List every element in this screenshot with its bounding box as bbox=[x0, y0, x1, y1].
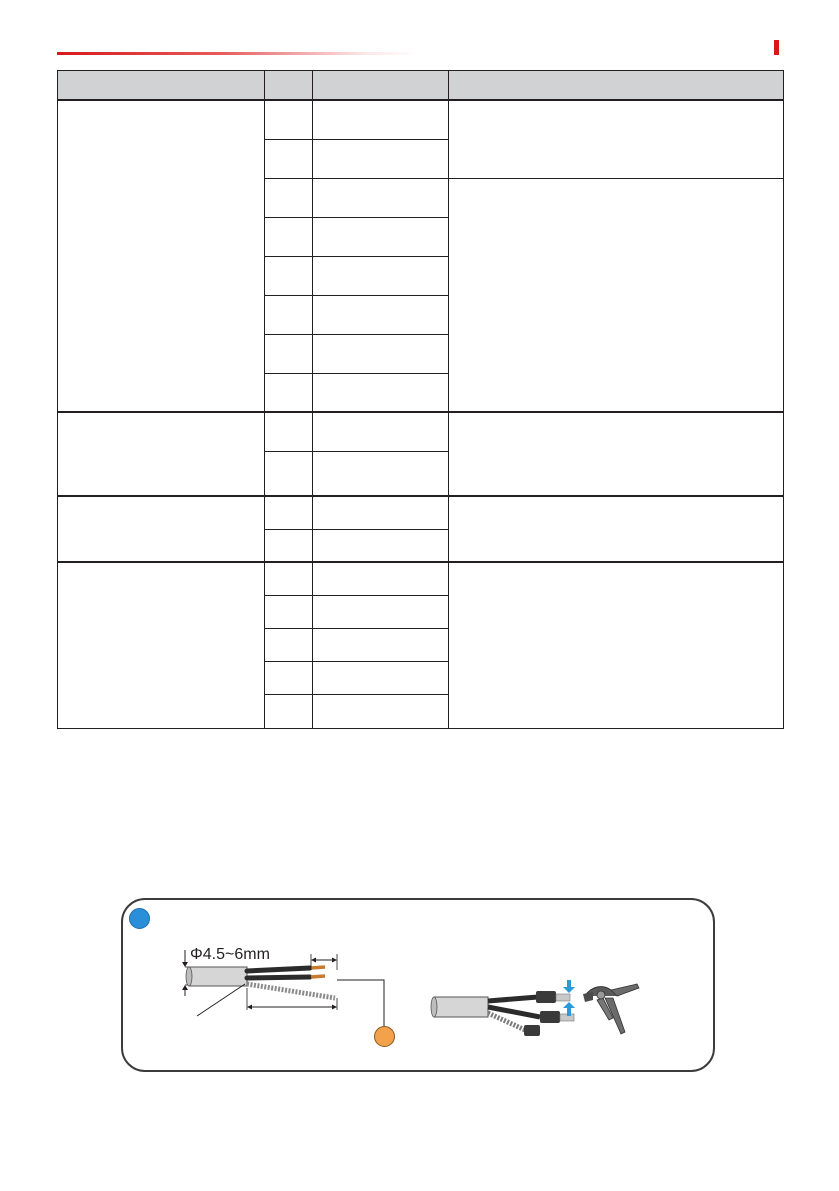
table-row bbox=[58, 100, 784, 139]
pin-cell bbox=[265, 139, 313, 178]
pin-cell bbox=[265, 334, 313, 373]
pin-cell bbox=[265, 217, 313, 256]
description-cell bbox=[449, 100, 784, 178]
signal-cell bbox=[313, 334, 449, 373]
cable-stripping-diagram-icon bbox=[175, 940, 375, 1030]
signal-cell bbox=[313, 595, 449, 628]
group-label-cell bbox=[58, 562, 265, 728]
header-cell bbox=[449, 71, 784, 101]
pin-cell bbox=[265, 100, 313, 139]
header-cell bbox=[58, 71, 265, 101]
pin-cell bbox=[265, 256, 313, 295]
pin-cell bbox=[265, 496, 313, 529]
signal-cell bbox=[313, 100, 449, 139]
spec-table bbox=[57, 70, 784, 729]
description-cell bbox=[449, 412, 784, 496]
group-label-cell bbox=[58, 100, 265, 412]
signal-cell bbox=[313, 628, 449, 661]
signal-cell bbox=[313, 562, 449, 595]
pin-cell bbox=[265, 178, 313, 217]
crimping-tool-icon bbox=[575, 978, 645, 1038]
pin-cell bbox=[265, 595, 313, 628]
pin-cell bbox=[265, 529, 313, 562]
cable-diameter-label: Φ4.5~6mm bbox=[190, 946, 270, 963]
group-label-cell bbox=[58, 412, 265, 496]
signal-cell bbox=[313, 661, 449, 694]
header-cell bbox=[313, 71, 449, 101]
signal-cell bbox=[313, 373, 449, 412]
table-row bbox=[58, 562, 784, 595]
signal-cell bbox=[313, 139, 449, 178]
header-cell bbox=[265, 71, 313, 101]
signal-cell bbox=[313, 217, 449, 256]
signal-cell bbox=[313, 295, 449, 334]
signal-cell bbox=[313, 529, 449, 562]
header-rule bbox=[57, 52, 419, 55]
table-header-row bbox=[58, 71, 784, 101]
pin-cell bbox=[265, 562, 313, 595]
pin-cell bbox=[265, 373, 313, 412]
description-cell bbox=[449, 496, 784, 562]
signal-cell bbox=[313, 256, 449, 295]
table-row bbox=[58, 496, 784, 529]
signal-cell bbox=[313, 178, 449, 217]
description-cell bbox=[449, 562, 784, 728]
pin-cell bbox=[265, 295, 313, 334]
pin-cell bbox=[265, 628, 313, 661]
step-badge bbox=[129, 908, 150, 929]
pin-cell bbox=[265, 451, 313, 496]
signal-cell bbox=[313, 412, 449, 451]
pin-cell bbox=[265, 661, 313, 694]
signal-cell bbox=[313, 451, 449, 496]
description-cell bbox=[449, 178, 784, 412]
signal-cell bbox=[313, 496, 449, 529]
callout-badge bbox=[374, 1026, 395, 1047]
table-row bbox=[58, 412, 784, 451]
pin-cell bbox=[265, 694, 313, 728]
signal-cell bbox=[313, 694, 449, 728]
group-label-cell bbox=[58, 496, 265, 562]
table-body bbox=[58, 100, 784, 728]
pin-cell bbox=[265, 412, 313, 451]
page-corner-marker bbox=[774, 40, 779, 55]
